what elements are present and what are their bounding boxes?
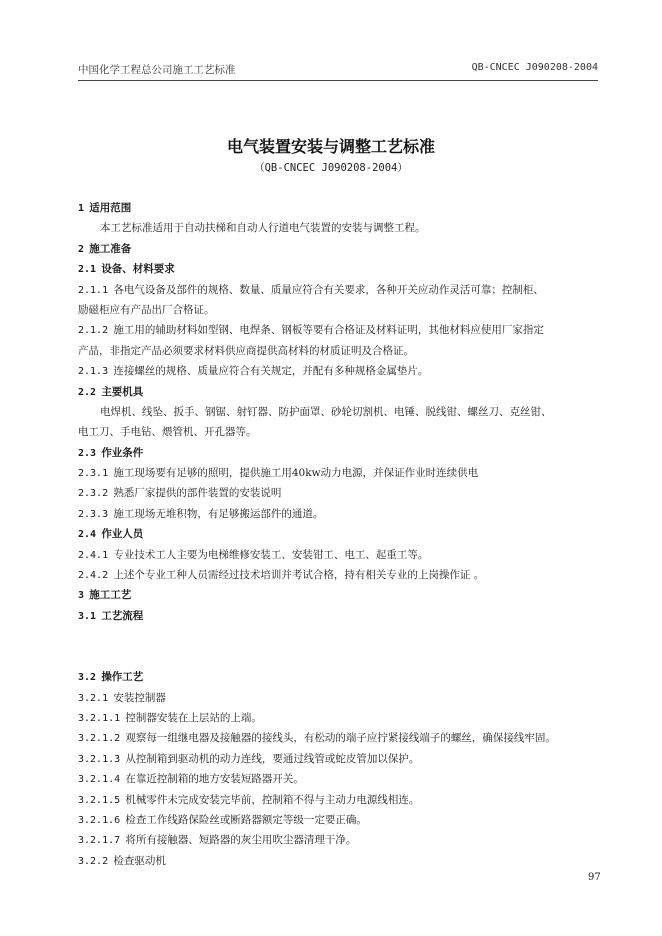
clause-text: 在靠近控制箱的地方安装短路器开关。 <box>125 773 304 786</box>
clause-text: 熟悉厂家提供的部件装置的安装说明 <box>113 487 282 500</box>
body-line <box>78 504 600 524</box>
clause-text: 检查工作线路保险丝或断路器额定等级一定要正确。 <box>125 813 367 826</box>
clause-number: 2.1.2 <box>78 325 109 337</box>
clause-number: 2.1.3 <box>78 366 109 378</box>
clause-text: 施工现场无堆积物，有足够搬运部件的通道。 <box>113 507 324 520</box>
clause-number: 3.2.2 <box>78 855 109 867</box>
clause-text: 本工艺标准适用于自动扶梯和自动人行道电气装置的安装与调整工程。 <box>100 222 426 235</box>
clause-text: 电焊机、线坠、扳手、钢锯、射钉器、防护面罩、砂轮切割机、电锤、脱线钳、螺丝刀、克丝钳、 <box>100 405 552 418</box>
clause-number: 2.3.2 <box>78 488 109 500</box>
body-line <box>78 769 600 789</box>
clause-text: 设备、材料要求 <box>101 263 175 276</box>
body-line <box>78 851 600 871</box>
document-subtitle: （QB-CNCEC J090208-2004） <box>254 162 408 174</box>
body-line <box>78 688 600 708</box>
page-number: 97 <box>588 872 601 883</box>
clause-number: 3.2.1.7 <box>78 835 121 847</box>
section-heading <box>78 606 600 626</box>
clause-text: 施工准备 <box>89 242 132 255</box>
clause-number: 3.2.1.4 <box>78 774 121 786</box>
clause-text: 适用范围 <box>89 202 132 214</box>
clause-text: 励磁柜应有产品出厂合格证。 <box>78 303 215 316</box>
clause-number: 3 <box>78 590 85 602</box>
clause-text: 上述个专业工种人员需经过技术培训并考试合格，持有相关专业的上岗操作证 。 <box>113 569 485 582</box>
clause-text: 施工用的辅助材料如型钢、电焊条、钢板等要有合格证及材料证明，其他材料应使用厂家指定 <box>113 324 544 337</box>
body-line <box>78 422 600 442</box>
document-body <box>78 198 600 871</box>
header-rule <box>78 80 598 81</box>
running-header <box>78 62 598 78</box>
body-line <box>78 830 600 850</box>
flowchart-placeholder-gap <box>78 626 600 667</box>
body-line <box>78 300 600 320</box>
clause-text: 连接螺丝的规格、质量应符合有关规定，并配有多种规格金属垫片。 <box>113 365 429 378</box>
body-line <box>78 320 600 340</box>
clause-number: 2.4.2 <box>78 570 109 582</box>
clause-text: 从控制箱到驱动机的动力连线，要通过线管或蛇皮管加以保护。 <box>125 752 420 765</box>
clause-number: 2.4.1 <box>78 549 109 561</box>
body-line <box>78 565 600 585</box>
section-heading <box>78 585 600 605</box>
body-line <box>78 749 600 769</box>
body-line <box>78 483 600 503</box>
clause-number: 3.2.1 <box>78 692 109 704</box>
clause-number: 1 <box>78 203 85 214</box>
clause-text: 操作工艺 <box>101 671 144 684</box>
body-line <box>78 708 600 728</box>
clause-text: 产品，非指定产品必须要求材料供应商提供高材料的材质证明及合格证。 <box>78 344 414 357</box>
body-line <box>78 218 600 238</box>
clause-text: 主要机具 <box>101 385 144 398</box>
clause-number: 2.3.1 <box>78 468 109 480</box>
section-heading <box>78 524 600 544</box>
clause-text: 施工工艺 <box>89 589 132 602</box>
section-heading <box>78 382 600 402</box>
clause-number: 2.2 <box>78 386 97 398</box>
clause-number: 2.3.3 <box>78 508 109 520</box>
body-line <box>78 361 600 381</box>
clause-number: 2.1.1 <box>78 284 109 296</box>
section-heading <box>78 443 600 463</box>
clause-text: 观察每一组继电器及接触器的接线头，有松动的端子应拧紧接线端子的螺丝，确保接线牢固。 <box>125 732 556 745</box>
body-line <box>78 810 600 830</box>
body-line <box>78 402 600 422</box>
clause-text: 检查驱动机 <box>113 854 166 867</box>
section-heading <box>78 667 600 687</box>
header-org-name: 中国化学工程总公司施工工艺标准 <box>78 64 236 76</box>
clause-text: 工艺流程 <box>101 609 144 622</box>
clause-text: 安装控制器 <box>113 691 166 704</box>
clause-number: 2.3 <box>78 447 97 459</box>
body-line <box>78 545 600 565</box>
clause-number: 3.2.1.6 <box>78 814 121 826</box>
header-standard-code: QB-CNCEC J090208-2004 <box>471 62 598 73</box>
section-heading <box>78 259 600 279</box>
body-line <box>78 790 600 810</box>
clause-number: 3.2.1.2 <box>78 733 121 745</box>
clause-text: 作业条件 <box>101 446 144 459</box>
section-heading <box>78 198 600 218</box>
body-line <box>78 463 600 483</box>
clause-number: 3.1 <box>78 610 97 622</box>
clause-text: 电工刀、手电钻、煨管机、开孔器等。 <box>78 426 257 439</box>
clause-number: 3.2.1.3 <box>78 753 121 765</box>
clause-text: 机械零件未完成安装完毕前，控制箱不得与主动力电源线相连。 <box>125 793 420 806</box>
clause-number: 2 <box>78 243 85 255</box>
clause-number: 2.1 <box>78 264 97 276</box>
clause-number: 3.2 <box>78 672 97 684</box>
clause-text: 将所有接触器、短路器的灰尘用吹尘器清理干净。 <box>125 834 357 847</box>
clause-text: 专业技术工人主要为电梯维修安装工、安装钳工、电工、起重工等。 <box>113 548 429 561</box>
clause-number: 2.4 <box>78 529 97 541</box>
document-title: 电气装置安装与调整工艺标准 <box>226 137 435 156</box>
clause-text: 各电气设备及部件的规格、数量、质量应符合有关要求，各种开关应动作灵活可靠；控制柜、 <box>113 283 544 296</box>
clause-text: 控制器安装在上层站的上端。 <box>125 711 262 724</box>
section-heading <box>78 239 600 259</box>
clause-text: 施工现场要有足够的照明，提供施工用40kw动力电源，并保证作业时连续供电 <box>113 467 479 480</box>
body-line <box>78 280 600 300</box>
body-line <box>78 341 600 361</box>
clause-number: 3.2.1.5 <box>78 794 121 806</box>
clause-number: 3.2.1.1 <box>78 712 121 724</box>
clause-text: 作业人员 <box>101 528 144 541</box>
body-line <box>78 728 600 748</box>
